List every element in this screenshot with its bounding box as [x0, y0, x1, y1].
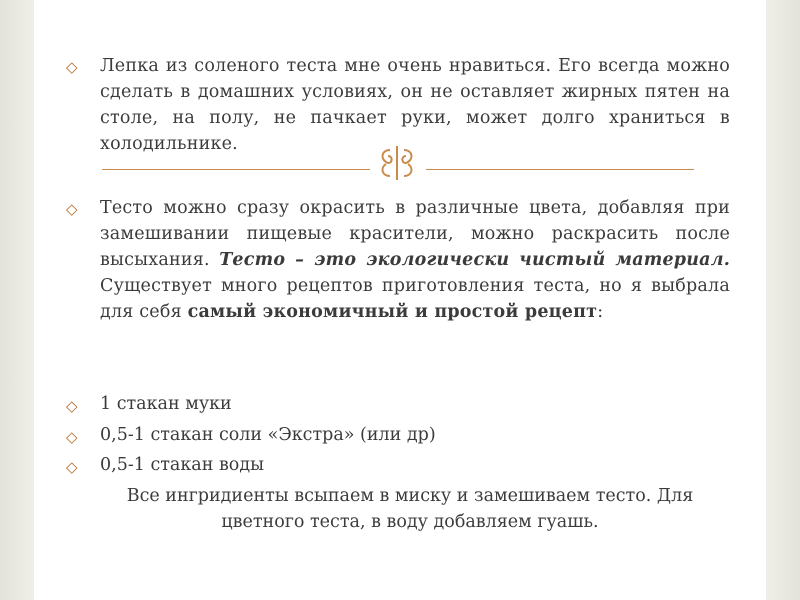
conclusion-line-1: Все ингридиенты всыпаем в миску и замешиваем тесто. Для: [126, 486, 694, 506]
diamond-bullet-icon: ◇: [66, 458, 78, 476]
slide-left-edge: [0, 0, 34, 600]
paragraph-2-part1: Тесто можно сразу окрасить в различные цвета, добавляя при замешивании пищевые красители, можно раскрасить после высыхания.: [100, 198, 730, 270]
paragraph-2-part2: Существует много рецептов приготовления теста, но я выбрала для себя: [100, 276, 730, 322]
ingredient-item: 0,5-1 стакан воды: [100, 455, 265, 475]
ingredient-item: 1 стакан муки: [100, 394, 232, 414]
slide-right-edge: [766, 0, 800, 600]
conclusion-line-2: цветного теста, в воду добавляем гуашь.: [221, 512, 599, 532]
divider-left: [102, 169, 370, 170]
paragraph-2: [100, 195, 730, 325]
diamond-bullet-icon: ◇: [66, 200, 78, 218]
paragraph-2-part3: :: [597, 302, 604, 322]
ingredient-item: 0,5-1 стакан соли «Экстра» (или др): [100, 425, 436, 445]
diamond-bullet-icon: ◇: [66, 397, 78, 415]
diamond-bullet-icon: ◇: [66, 58, 78, 76]
paragraph-2-emphasis: Тесто – это экологически чистый материал.: [219, 250, 730, 270]
paragraph-1: Лепка из соленого теста мне очень нравиться. Его всегда можно сделать в домашних условиях, он не оставляет жирных пятен на столе, на полу, не пачкает руки, может долго храниться в холодильнике.: [100, 56, 730, 154]
paragraph-2-bold: самый экономичный и простой рецепт: [187, 302, 598, 322]
diamond-bullet-icon: ◇: [66, 428, 78, 446]
flourish-ornament-icon: [372, 140, 422, 186]
divider-right: [426, 169, 694, 170]
